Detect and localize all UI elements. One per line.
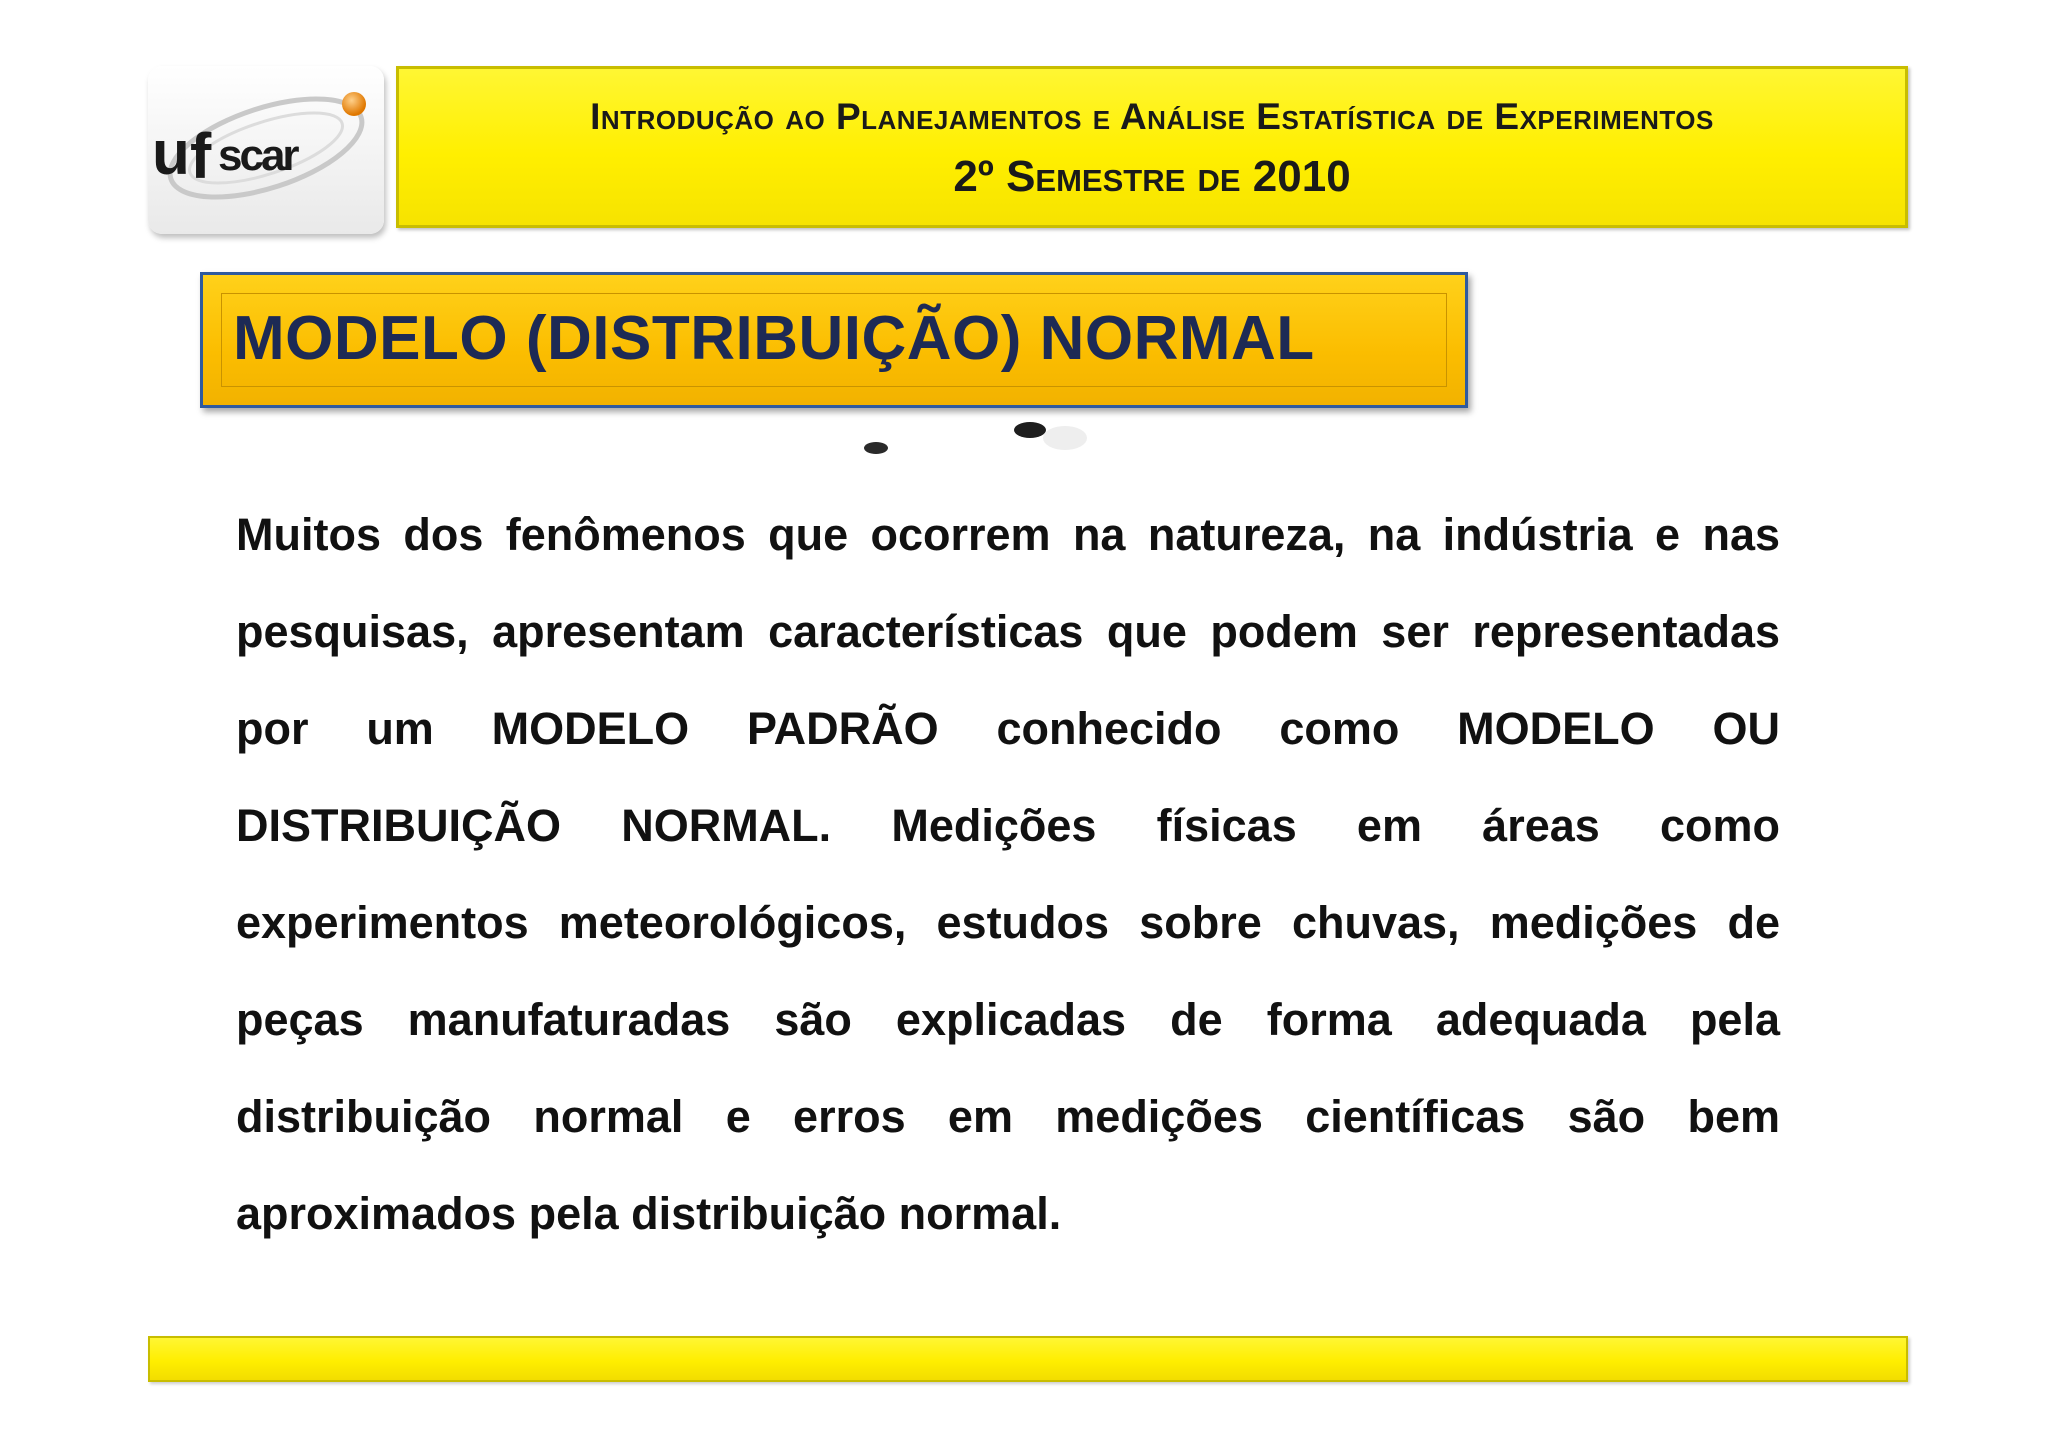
ufscar-logo [148,66,384,234]
logo-letter-u: u [152,119,190,188]
body-paragraph: Muitos dos fenômenos que ocorrem na natureza, na indústria e nas pesquisas, apresentam características que podem ser representadas por um MODELO PADRÃO conhecido como MODELO OU DISTRIBUIÇÃO NORMAL. Medições físicas em áreas como experimentos meteorológicos, estudos sobre chuvas, medições de peças manufaturadas são explicadas de forma adequada pela distribuição normal e erros em medições científicas são bem aproximados pela distribuição normal. [236,509,1780,1239]
section-title: MODELO (DISTRIBUIÇÃO) NORMAL [233,304,1315,373]
logo-letter-f: f [190,120,212,192]
section-title-box [200,272,1468,408]
course-header [396,66,1908,228]
decorative-marks [820,416,1120,456]
course-title: Introdução ao Planejamentos e Análise Estatística de Experimentos [590,96,1714,137]
logo-orange-dot [342,92,366,116]
footer-bar [148,1336,1908,1382]
logo-graphic [148,66,384,234]
logo-letters-scar: scar [218,131,297,180]
course-semester: 2º Semestre de 2010 [953,152,1351,201]
